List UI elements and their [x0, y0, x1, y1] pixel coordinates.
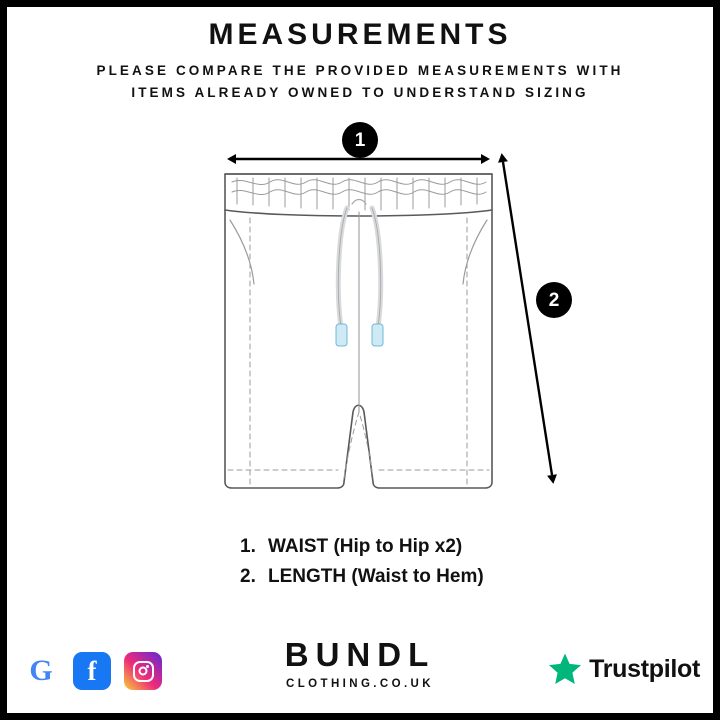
- facebook-icon[interactable]: f: [73, 652, 111, 690]
- legend-number-1: 1.: [240, 536, 256, 557]
- brand-name: BUNDL: [284, 636, 436, 673]
- legend-label-waist: WAIST (Hip to Hip x2): [268, 536, 463, 557]
- legend-item-length: [240, 566, 640, 588]
- measurement-badge-2: 2: [536, 282, 572, 318]
- page-subtitle: [40, 60, 680, 103]
- trustpilot-badge[interactable]: [548, 652, 700, 686]
- subtitle-line-2: ITEMS ALREADY OWNED TO UNDERSTAND SIZING: [131, 84, 589, 100]
- measurement-legend: [240, 536, 640, 596]
- legend-number-2: 2.: [240, 566, 256, 587]
- legend-item-waist: [240, 536, 640, 558]
- page-title: MEASUREMENTS: [208, 18, 512, 51]
- trustpilot-star-icon: [548, 652, 582, 686]
- subtitle-line-1: PLEASE COMPARE THE PROVIDED MEASUREMENTS WITH: [96, 63, 624, 78]
- legend-label-length: LENGTH (Waist to Hem): [268, 566, 484, 587]
- length-measure-arrow: [503, 162, 552, 475]
- brand-url: CLOTHING.CO.UK: [286, 677, 434, 690]
- google-icon[interactable]: G: [22, 652, 60, 690]
- header: [0, 18, 720, 103]
- footer: [0, 630, 720, 720]
- shorts-technical-drawing-svg: [0, 112, 720, 512]
- measurement-badge-1: 1: [342, 122, 378, 158]
- shorts-diagram: [0, 112, 720, 512]
- trustpilot-label: Trustpilot: [589, 654, 700, 683]
